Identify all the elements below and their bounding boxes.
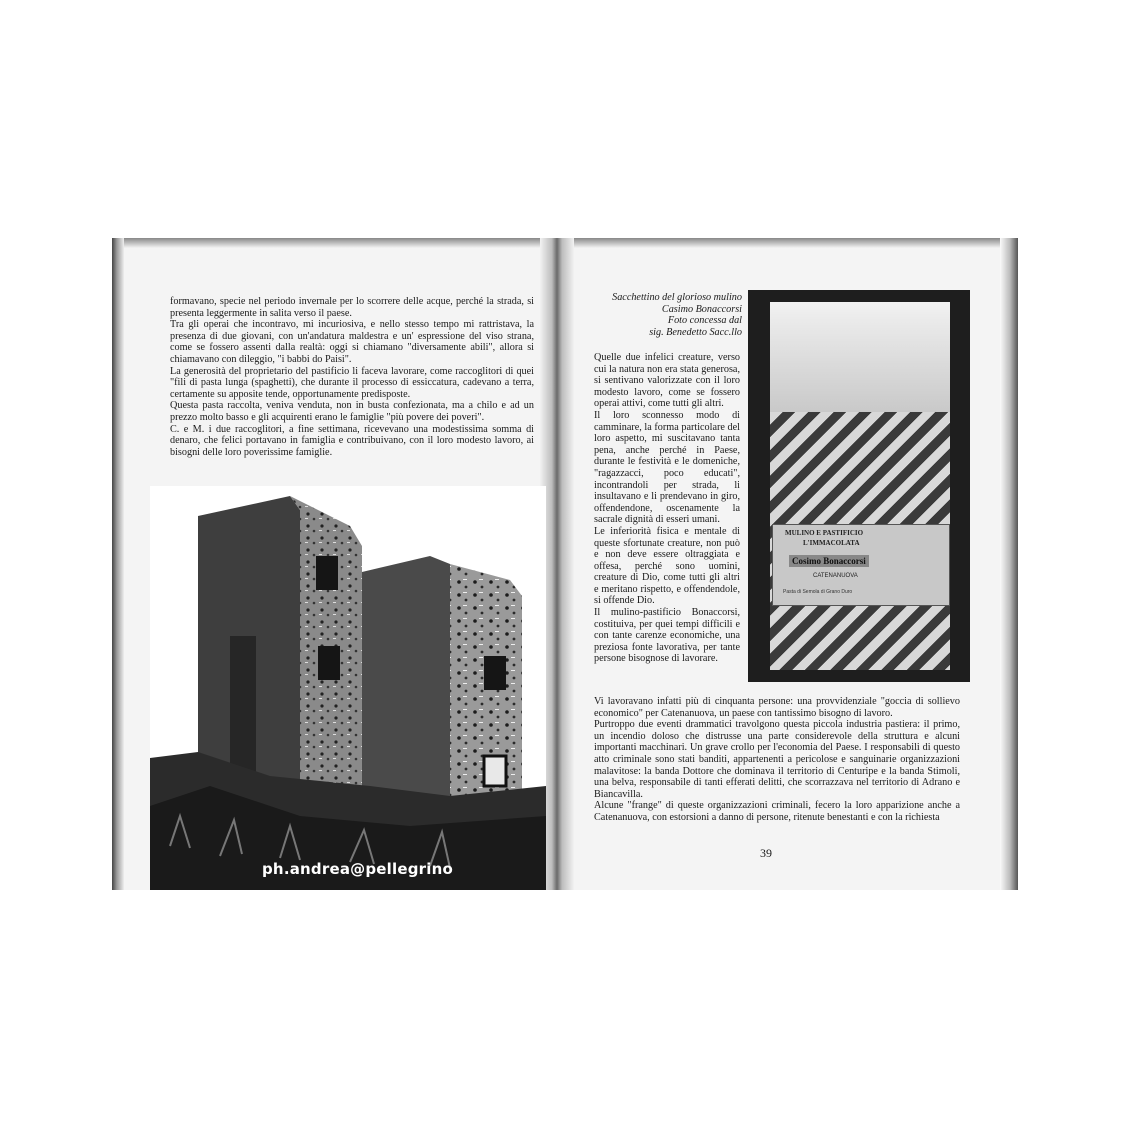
left-paragraph-3: La generosità del proprietario del pastificio li faceva lavorare, come raccoglitori di quei "fili di pasta lunga (spaghetti), che durante il processo di essiccatura, cadevano a terra, certamente su apposite tende, opportunamente predisposte.	[170, 365, 534, 400]
building-illustration	[150, 486, 546, 890]
bag-label-line-1: MULINO E PASTIFICIO	[785, 529, 864, 537]
caption-line-1: Sacchettino del glorioso mulino	[612, 292, 742, 303]
column-paragraph-1: Quelle due infelici creature, verso cui la natura non era stata generosa, si sentivano valorizzate con il loro modesto lavoro, come se fossero operai attivi, come tutti gli altri.	[594, 352, 740, 410]
photo-caption	[594, 292, 742, 338]
bag-label-town: CATENANUOVA	[813, 573, 858, 579]
caption-line-4: sig. Benedetto Sacc.llo	[649, 326, 742, 338]
column-paragraph-4: Il mulino-pastificio Bonaccorsi, costituiva, per quei tempi difficili e con tante carenze economiche, una preziosa fonte lavorativa, per tante persone bisognose di lavorare.	[594, 607, 740, 665]
column-paragraph-3: Le inferiorità fisica e mentale di queste sfortunate creature, non può e non deve essere oltraggiata e offesa, perché sono uomini, creature di Dio, come tutti gli altri e meritano rispetto, e offendendole, si offende Dio.	[594, 525, 740, 607]
column-paragraph-2: Il loro sconnesso modo di camminare, la forma particolare del loro aspetto, mi suscitavano tanta pena, anche perché in Paese, durante le festività e le domeniche, "ragazzacci, poco educati", incontrandoli per strada, li insultavano e li prendevano in giro, offendendone, oscenamente la sacrale dignità di esseri umani.	[594, 409, 740, 526]
bag-label-small: Pasta di Semola di Grano Duro	[783, 589, 853, 595]
left-paragraph-1: formavano, specie nel periodo invernale per lo scorrere delle acque, perché la strada, si presenta leggermente in salita verso il paese.	[170, 296, 534, 319]
page-number: 39	[760, 846, 772, 860]
right-page-edge	[1000, 238, 1018, 890]
pasta-bag	[770, 302, 950, 670]
ruined-building-photo	[150, 486, 546, 890]
caption-line-3: Foto concessa dal	[667, 315, 742, 327]
caption-line-2: Casimo Bonaccorsi	[661, 303, 742, 315]
left-paragraph-4: Questa pasta raccolta, veniva venduta, non in busta confezionata, ma a chilo e ad un prezzo molto basso e gli acquirenti erano le famiglie "più povere dei poveri".	[170, 400, 534, 423]
full-paragraph-2: Purtroppo due eventi drammatici travolgono questa piccola industria pastiera: il primo, un incendio doloso che distrusse una parte considerevole della struttura e alcuni importanti macchinari. Un grave crollo per l'economia del Paese. I responsabili di questo atto criminale sono stati banditi, appartenenti a pericolose e sanguinarie organizzazioni malavitose: la banda Dottore che dominava il territorio di Centuripe e la banda Stimoli, una belva, responsabile di tanti efferati delitti, che scorrazzava nel territorio di Adrano e Biancavilla.	[594, 719, 960, 800]
left-page-text	[170, 296, 534, 458]
left-paragraph-5: C. e M. i due raccoglitori, a fine settimana, ricevevano una modestissima somma di denaro, che felici portavano in famiglia e contribuivano, con il loro modesto lavoro, ai bisogni delle loro poverissime famiglie.	[170, 423, 534, 458]
full-paragraph-3: Alcune "frange" di queste organizzazioni criminali, fecero la loro apparizione anche a Catenanuova, con estorsioni a danno di persone, ritenute benestanti e con la richiesta	[594, 800, 960, 823]
bag-label	[772, 524, 950, 606]
pasta-bag-photo	[748, 290, 970, 682]
right-page-column	[594, 352, 740, 665]
photo-credit: ph.andrea@pellegrino	[262, 860, 453, 878]
bag-top	[770, 302, 950, 412]
left-paragraph-2: Tra gli operai che incontravo, mi incuriosiva, e nello stesso tempo mi rattristava, la presenza di due giovani, con un'andatura maldestra e un' espressione del viso strana, come se fossero assenti dalla realtà: oggi si chiamano "diversamente abili", allora si chiamavano con dileggio, "i babbi do Paisi".	[170, 319, 534, 365]
bag-label-line-2: L'IMMACOLATA	[803, 539, 860, 547]
left-page-edge	[112, 238, 124, 890]
bag-label-brand: Cosimo Bonaccorsi	[789, 555, 869, 567]
full-paragraph-1: Vi lavoravano infatti più di cinquanta persone: una provvidenziale "goccia di sollievo economico" per Catenanuova, un paese con tantissimo bisogno di lavoro.	[594, 696, 960, 719]
right-page-full-text	[594, 696, 960, 824]
